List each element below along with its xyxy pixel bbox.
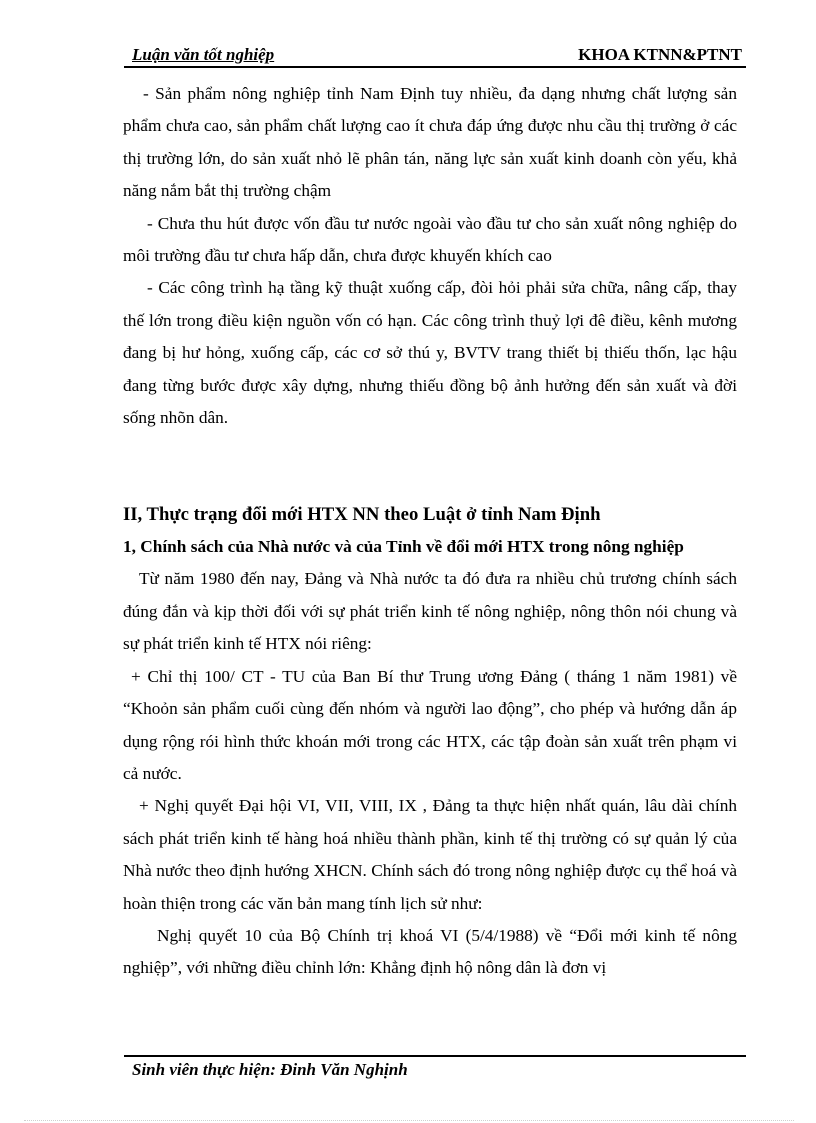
section-heading: II, Thực trạng đổi mới HTX NN theo Luật ở tỉnh Nam Định [123, 504, 601, 526]
paragraph: Từ năm 1980 đến nay, Đảng và Nhà nước ta đó đưa ra nhiều chủ trương chính sách đúng đắn và kịp thời đối với sự phát triển kinh tế nông nghiệp, nông thôn nói chung và sự phát triển kinh tế HTX nói riêng: [123, 569, 737, 654]
paragraph: Nghị quyết 10 của Bộ Chính trị khoá VI (5/4/1988) về “Đổi mới kinh tế nông nghiệp”, với những điều chỉnh lớn: Khẳng định hộ nông dân là đơn vị [123, 925, 737, 978]
page-header [124, 44, 746, 68]
header-faculty-label: KHOA KTNN&PTNT [578, 45, 742, 64]
page-edge [24, 1120, 794, 1121]
footer-rule [124, 1055, 746, 1057]
paragraph: + Nghị quyết Đại hội VI, VII, VIII, IX , Đảng ta thực hiện nhất quán, lâu dài chính sách phát triển kinh tế hàng hoá nhiều thành phần, kinh tế thị trường có sự quản lý của Nhà nước theo định hướng XHCN. Chính sách đó trong nông nghiệp được cụ thể hoá và hoàn thiện trong các văn bản mang tính lịch sử như: [123, 796, 737, 913]
subsection-heading: 1, Chính sách của Nhà nước và của Tỉnh về đổi mới HTX trong nông nghiệp [123, 537, 684, 557]
header-thesis-label: Luận văn tốt nghiệp [132, 45, 275, 64]
spacer [123, 434, 737, 499]
footer-author: Sinh viên thực hiện: Đinh Văn Nghịnh [132, 1060, 408, 1079]
paragraph: + Chỉ thị 100/ CT - TU của Ban Bí thư Trung ương Đảng ( tháng 1 năm 1981) về “Khoỏn sản phẩm cuối cùng đến nhóm và người lao động”, cho phép và hướng dẫn áp dụng rộng rói hình thức khoán mới trong các HTX, các tập đoàn sản xuất trên phạm vi cả nước. [123, 666, 737, 783]
page-body [123, 78, 737, 985]
paragraph: - Sản phẩm nông nghiệp tỉnh Nam Định tuy nhiều, đa dạng nhưng chất lượng sản phẩm chưa cao, sản phẩm chất lượng cao ít chưa đáp ứng được nhu cầu thị trường ở các thị trường lớn, do sản xuất nhỏ lẽ phân tán, năng lực sản xuất kinh doanh còn yếu, khả năng nắm bắt thị trường chậm [123, 84, 737, 201]
paragraph: - Các công trình hạ tầng kỹ thuật xuống cấp, đòi hỏi phải sửa chữa, nâng cấp, thay thế lớn trong điều kiện nguồn vốn có hạn. Các công trình thuỷ lợi đê điều, kênh mương đang bị hư hỏng, xuống cấp, các cơ sở thú y, BVTV trang thiết bị thiếu thốn, lạc hậu đang từng bước được xây dựng, nhưng thiếu đồng bộ ảnh hưởng đến sản xuất và đời sống nhõn dân. [123, 278, 737, 428]
paragraph: - Chưa thu hút được vốn đầu tư nước ngoài vào đầu tư cho sản xuất nông nghiệp do môi trường đầu tư chưa hấp dẫn, chưa được khuyến khích cao [123, 213, 737, 266]
